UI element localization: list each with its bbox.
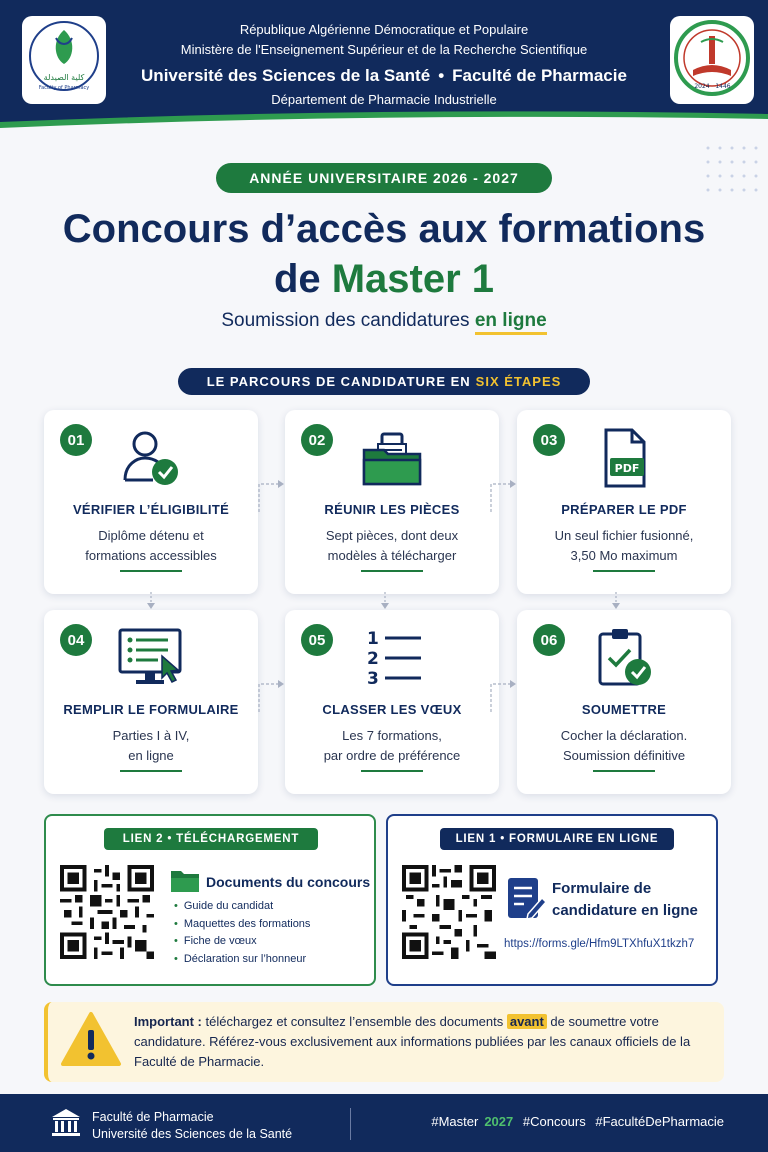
step-description: Sept pièces, dont deux modèles à télécharger [325,528,459,563]
step-title: RÉUNIR LES PIÈCES [324,502,460,517]
connector-arrow-icon [380,592,390,610]
title-highlight: Master 1 [331,257,495,301]
footer [0,1094,768,1152]
step-title: CLASSER LES VŒUX [322,702,462,717]
connector-arrow-icon [146,592,156,610]
step-description: Un seul fichier fusionné, 3,50 Mo maximum [554,528,694,563]
institution-line: Université des Sciences de la Santé • Faculté de Pharmacie [141,66,627,85]
document-item: • Maquettes des formations [174,916,310,934]
important-label: Important : [134,1014,202,1029]
folder-icon [170,868,200,894]
documents-title: Documents du concours [206,874,371,890]
form-qr-code[interactable] [402,862,496,962]
document-item: • Fiche de vœux [174,933,310,951]
documents-list [174,898,310,968]
hashtag-year: 2027 [484,1114,514,1129]
important-notice [44,1002,724,1082]
page-title [20,204,748,304]
step-card-2 [285,410,499,594]
subtitle [0,310,768,332]
subtitle-highlight: en ligne [475,310,547,335]
step-number: 01 [60,424,92,456]
important-text-after: de soumettre votre candidature. Référez-vous exclusivement aux informations publiées par les canaux officiels de la Faculté de Pharmacie. [134,1014,691,1069]
header-banner [0,0,768,140]
pdf-file-icon [517,426,731,490]
faculty-name: Faculté de Pharmacie [452,66,627,85]
list-num-3: 3 [367,669,379,689]
connector-arrow-icon [257,676,285,716]
card-underline [361,570,423,572]
university-seal [670,16,754,104]
logo-left-sub: Faculty of Pharmacy [38,85,90,91]
link2-label: LIEN 2 • TÉLÉCHARGEMENT [104,828,318,850]
connector-arrow-icon [257,476,285,516]
step-title: SOUMETTRE [581,702,667,717]
subtitle-prefix: Soumission des candidatures [221,310,475,331]
form-link-box [386,814,718,986]
form-title: Formulaire de candidature en ligne [552,880,698,919]
header-text [120,20,648,110]
pdf-label: PDF [614,462,640,475]
steps-header-prefix: LE PARCOURS DE CANDIDATURE EN [206,374,471,389]
important-text-before: téléchargez et consultez l’ensemble des documents [201,1014,507,1029]
step-card-6 [517,610,731,794]
step-card-3 [517,410,731,594]
form-url-link[interactable]: https://forms.gle/Hfm9LTXhfuX1tkzh7 [504,938,695,950]
footer-institution [92,1109,292,1143]
card-underline [120,570,182,572]
institution-building-icon [50,1106,82,1138]
list-num-1: 1 [367,629,379,649]
footer-line1: Faculté de Pharmacie [92,1110,214,1124]
important-highlight: avant [507,1014,547,1029]
warning-icon [60,1010,122,1068]
step-number: 06 [533,624,565,656]
title-line2 [20,254,748,304]
connector-arrow-icon [489,676,517,716]
seal-year-1: 2024 [694,83,710,90]
footer-divider [350,1108,351,1140]
user-check-icon [44,426,258,490]
monitor-form-icon [44,626,258,690]
step-title: REMPLIR LE FORMULAIRE [63,702,239,717]
academic-year-badge: ANNÉE UNIVERSITAIRE 2026 - 2027 [216,163,552,193]
department-name: Département de Pharmacie Industrielle [271,92,497,107]
logo-left-text: كلية الصيدلة [43,73,85,82]
steps-header-badge [178,368,590,395]
link1-label: LIEN 1 • FORMULAIRE EN LIGNE [440,828,674,850]
document-item: • Déclaration sur l’honneur [174,951,310,969]
university-name: Université des Sciences de la Santé [141,66,431,85]
download-link-box [44,814,376,986]
document-item: • Guide du candidat [174,898,310,916]
step-title: VÉRIFIER L’ÉLIGIBILITÉ [72,502,230,517]
card-underline [120,770,182,772]
steps-header-highlight: SIX ÉTAPES [475,374,562,389]
footer-line2: Université des Sciences de la Santé [92,1127,293,1141]
card-underline [593,570,655,572]
list-num-2: 2 [367,649,379,669]
folder-icon [285,426,499,490]
step-description: Les 7 formations, par ordre de préférence [323,728,461,763]
card-underline [593,770,655,772]
connector-arrow-icon [489,476,517,516]
faculty-logo [22,16,106,104]
step-card-4 [44,610,258,794]
download-qr-code[interactable] [60,862,154,962]
step-description: Diplôme détenu et formations accessibles [85,528,217,563]
ordered-list-icon [285,626,499,690]
dot-pattern-decoration [698,140,768,200]
connector-arrow-icon [611,592,621,610]
hashtag-concours: #Concours [522,1114,586,1129]
step-card-5 [285,610,499,794]
card-underline [361,770,423,772]
form-document-icon [506,876,546,922]
footer-hashtags [429,1114,724,1129]
seal-year-2: 1446 [715,83,731,90]
republic-name: République Algérienne Démocratique et Populaire [239,22,529,37]
step-description: Cocher la déclaration. Soumission définitive [560,728,688,763]
ministry-name: Ministère de l'Enseignement Supérieur et de la Recherche Scientifique [180,42,588,57]
title-line1: Concours d’accès aux formations [62,207,706,251]
step-description: Parties I à IV, en ligne [112,728,190,763]
step-number: 04 [60,624,92,656]
important-text [134,1012,704,1072]
hashtag-faculty: #FacultéDePharmacie [595,1114,724,1129]
clipboard-check-icon [517,626,731,690]
step-number: 05 [301,624,333,656]
title-line2-prefix: de [273,257,332,301]
step-card-1 [44,410,258,594]
step-title: PRÉPARER LE PDF [561,502,687,517]
step-number: 03 [533,424,565,456]
step-number: 02 [301,424,333,456]
hashtag-master: #Master [431,1114,479,1129]
